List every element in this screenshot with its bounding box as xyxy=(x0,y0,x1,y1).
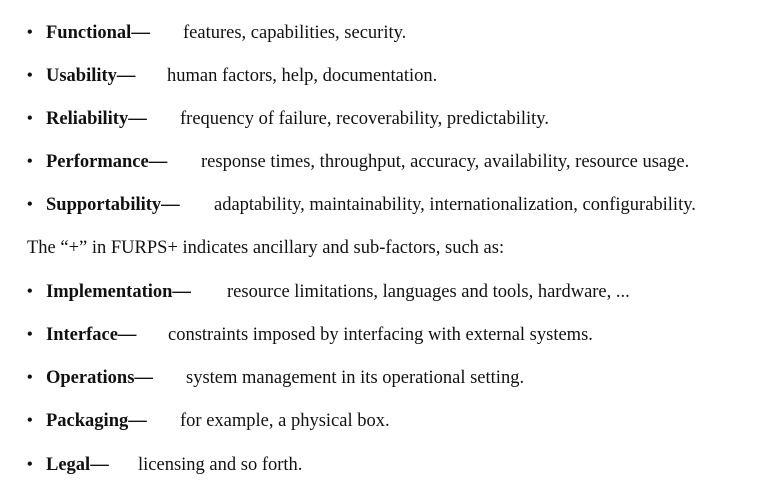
term-performance: Performance— xyxy=(46,152,168,172)
plus-intro-text: The “+” in FURPS+ indicates ancillary and sub-factors, such as: xyxy=(27,238,505,258)
description-implementation: resource limitations, languages and tools, hardware, ... xyxy=(227,282,630,302)
bullet-glyph: • xyxy=(27,369,33,386)
bullet-glyph: • xyxy=(27,456,33,473)
description-supportability: adaptability, maintainability, internationalization, configurability. xyxy=(214,195,696,215)
description-interface: constraints imposed by interfacing with external systems. xyxy=(168,325,593,345)
term-usability: Usability— xyxy=(46,66,136,86)
description-functional: features, capabilities, security. xyxy=(183,23,407,43)
bullet-glyph: • xyxy=(27,153,33,170)
term-packaging: Packaging— xyxy=(46,411,147,431)
bullet-glyph: • xyxy=(27,196,33,213)
bullet-glyph: • xyxy=(27,326,33,343)
term-interface: Interface— xyxy=(46,325,137,345)
term-functional: Functional— xyxy=(46,23,150,43)
bullet-glyph: • xyxy=(27,110,33,127)
description-reliability: frequency of failure, recoverability, predictability. xyxy=(180,109,549,129)
bullet-glyph: • xyxy=(27,283,33,300)
description-usability: human factors, help, documentation. xyxy=(167,66,438,86)
bullet-glyph: • xyxy=(27,67,33,84)
description-operations: system management in its operational setting. xyxy=(186,368,525,388)
term-operations: Operations— xyxy=(46,368,153,388)
term-supportability: Supportability— xyxy=(46,195,180,215)
bullet-glyph: • xyxy=(27,24,33,41)
description-packaging: for example, a physical box. xyxy=(180,411,390,431)
term-implementation: Implementation— xyxy=(46,282,191,302)
term-reliability: Reliability— xyxy=(46,109,147,129)
bullet-glyph: • xyxy=(27,412,33,429)
description-legal: licensing and so forth. xyxy=(138,455,303,475)
description-performance: response times, throughput, accuracy, availability, resource usage. xyxy=(201,152,690,172)
term-legal: Legal— xyxy=(46,455,109,475)
